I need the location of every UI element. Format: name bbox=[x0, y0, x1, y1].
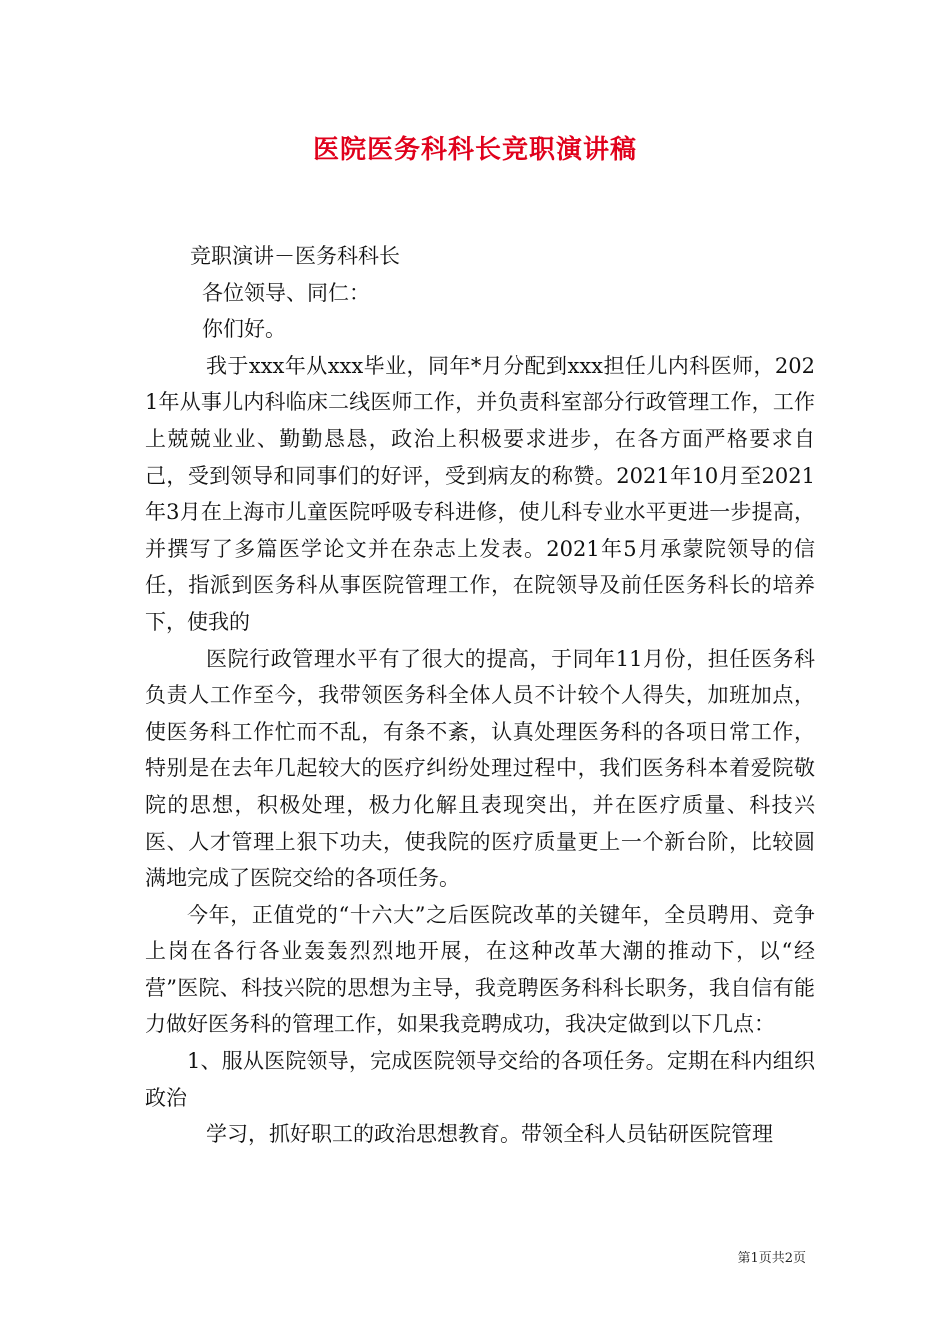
document-title: 医院医务科科长竞职演讲稿 bbox=[312, 135, 637, 165]
document-body bbox=[145, 238, 815, 1153]
paragraph-greeting: 你们好。 bbox=[202, 317, 286, 342]
paragraph-point-1-continued: 学习，抓好职工的政治思想教育。带领全科人员钻研医院管理 bbox=[206, 1122, 773, 1147]
paragraph-heading: 竞职演讲－医务科科长 bbox=[190, 244, 400, 268]
paragraph-background: 我于xxx年从xxx毕业，同年*月分配到xxx担任儿内科医师，2021年从事儿内科临床二线医师工作，并负责科室部分行政管理工作，工作上兢兢业业、勤勤恳恳，政治上积极要求进步，在各方面严格要求自己，受到领导和同事们的好评，受到病友的称赞。2021年10月至2021年3月在上海市儿童医院呼吸专科进修，使儿科专业水平更进一步提高，并撰写了多篇医学论文并在杂志上发表。2021年5月承蒙院领导的信任，指派到医务科从事医院管理工作，在院领导及前任医务科长的培养下，使我的 bbox=[145, 353, 815, 634]
paragraph-salutation: 各位领导、同仁： bbox=[202, 280, 370, 305]
paragraph-reform: 今年，正值党的“十六大”之后医院改革的关键年，全员聘用、竞争上岗在各行各业轰轰烈烈地开展，在这种改革大潮的推动下，以“经营”医院、科技兴院的思想为主导，我竞聘医务科科长职务，我自信有能力做好医务科的管理工作，如果我竞聘成功，我决定做到以下几点： bbox=[145, 902, 815, 1037]
paragraph-point-1: 1、服从医院领导，完成医院领导交给的各项任务。定期在科内组织政治 bbox=[145, 1049, 815, 1110]
page-number-footer: 第1页共2页 bbox=[737, 1251, 806, 1266]
paragraph-management: 医院行政管理水平有了很大的提高，于同年11月份，担任医务科负责人工作至今，我带领医务科全体人员不计较个人得失，加班加点，使医务科工作忙而不乱，有条不紊，认真处理医务科的各项日常工作，特别是在去年几起较大的医疗纠纷处理过程中，我们医务科本着爱院敬院的思想，积极处理，极力化解且表现突出，并在医疗质量、科技兴医、人才管理上狠下功夫，使我院的医疗质量更上一个新台阶，比较圆满地完成了医院交给的各项任务。 bbox=[145, 646, 815, 891]
